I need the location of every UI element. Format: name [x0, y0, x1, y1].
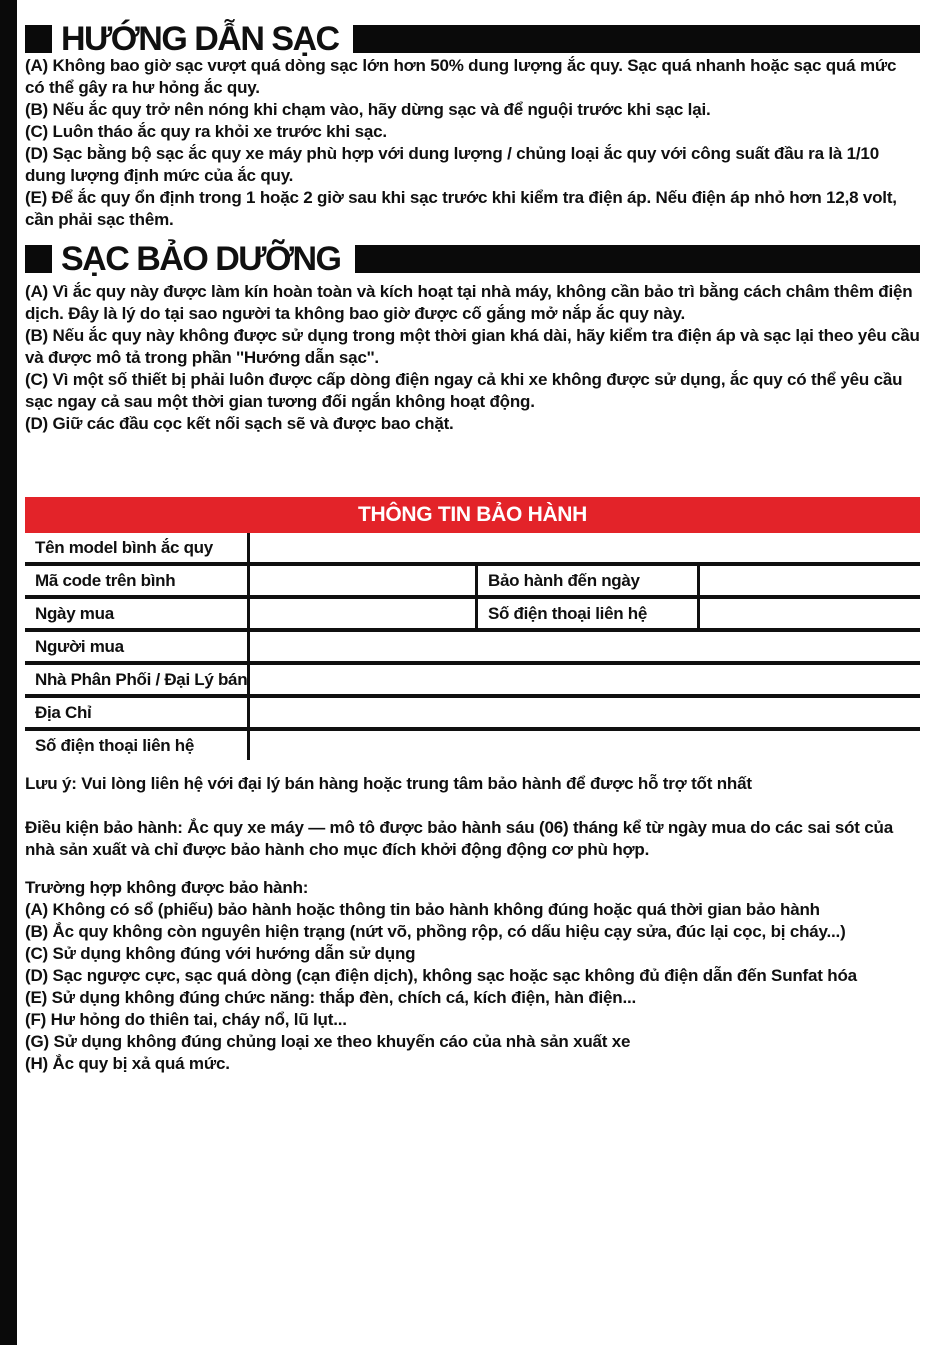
paragraph-b: (B) Nếu ắc quy này không được sử dụng trong một thời gian khá dài, hãy kiểm tra điện áp và sạc lại theo yêu cầu và được mô tả trong phần ''Hướng dẫn sạc''.	[25, 326, 920, 367]
exclusion-item-b: (B) Ắc quy không còn nguyên hiện trạng (nứt võ, phồng rộp, có dấu hiệu cạy sửa, đúc lại cọc, bị cháy...)	[25, 922, 846, 941]
paragraph-c: (C) Luôn tháo ắc quy ra khỏi xe trước khi sạc.	[25, 122, 387, 141]
paragraph-c: (C) Vì một số thiết bị phải luôn được cấp dòng điện ngay cả khi xe không được sử dụng, ắc quy có thể yêu cầu sạc ngay cả sau một thời gian tương đối ngắn không hoạt động.	[25, 370, 903, 411]
warranty-exclusions	[25, 877, 920, 1075]
row-label: Số điện thoại liên hệ	[25, 731, 250, 760]
exclusion-item-a: (A) Không có sổ (phiếu) bảo hành hoặc thông tin bảo hành không đúng hoặc quá thời gian bảo hành	[25, 900, 820, 919]
row-value-blank	[250, 533, 920, 562]
warranty-title: THÔNG TIN BẢO HÀNH	[357, 503, 588, 526]
table-row-model	[25, 533, 920, 566]
section-header-maintenance	[25, 240, 920, 278]
warranty-info-table	[25, 497, 920, 760]
header-square-marker	[25, 245, 52, 273]
paragraph-a: (A) Vì ắc quy này được làm kín hoàn toàn và kích hoạt tại nhà máy, không cần bảo trì bằng cách châm thêm điện dịch. Đây là lý do tại sao người ta không bao giờ được cố gắng mở nắp ắc quy này.	[25, 282, 913, 323]
row-label: Nhà Phân Phối / Đại Lý bán	[25, 665, 250, 694]
exclusion-item-c: (C) Sử dụng không đúng với hướng dẫn sử dụng	[25, 944, 416, 963]
paragraph-a: (A) Không bao giờ sạc vượt quá dòng sạc lớn hơn 50% dung lượng ắc quy. Sạc quá nhanh hoặc sạc quá mức có thể gây ra hư hỏng ắc quy.	[25, 56, 897, 97]
exclusion-item-e: (E) Sử dụng không đúng chức năng: thắp đèn, chích cá, kích điện, hàn điện...	[25, 988, 637, 1007]
table-row-purchase-date	[25, 599, 920, 632]
row-label: Người mua	[25, 632, 250, 661]
row-value-blank	[250, 599, 478, 628]
section-title-maintenance: SẠC BẢO DƯỠNG	[61, 240, 341, 278]
section-title-charging: HƯỚNG DẪN SẠC	[61, 20, 339, 58]
row-value-2-blank	[700, 566, 920, 595]
paragraph-d: (D) Giữ các đầu cọc kết nối sạch sẽ và được bao chặt.	[25, 414, 454, 433]
row-value-blank	[250, 698, 920, 727]
paragraph-d: (D) Sạc bằng bộ sạc ắc quy xe máy phù hợp với dung lượng / chủng loại ắc quy với công suất đầu ra là 1/10 dung lượng định mức của ắc quy.	[25, 144, 879, 185]
support-note	[25, 773, 920, 795]
exclusion-item-h: (H) Ắc quy bị xả quá mức.	[25, 1054, 230, 1073]
page-edge-strip	[0, 0, 17, 1345]
row-label-2: Bảo hành đến ngày	[478, 566, 700, 595]
row-value-blank	[250, 566, 478, 595]
exclusion-item-d: (D) Sạc ngược cực, sạc quá dòng (cạn điện dịch), không sạc hoặc sạc không đủ điện dẫn đến Sunfat hóa	[25, 966, 857, 985]
exclusion-item-f: (F) Hư hỏng do thiên tai, cháy nổ, lũ lụt...	[25, 1010, 347, 1029]
header-bar	[353, 25, 920, 53]
row-label: Địa Chỉ	[25, 698, 250, 727]
table-row-distributor	[25, 665, 920, 698]
page-content	[25, 0, 920, 1345]
row-label-2: Số điện thoại liên hệ	[478, 599, 700, 628]
warranty-conditions	[25, 817, 920, 861]
header-square-marker	[25, 25, 52, 53]
paragraph-e: (E) Để ắc quy ổn định trong 1 hoặc 2 giờ sau khi sạc trước khi kiểm tra điện áp. Nếu điện áp nhỏ hơn 12,8 volt, cần phải sạc thêm.	[25, 188, 897, 229]
row-value-blank	[250, 731, 920, 760]
exclusions-title: Trường hợp không được bảo hành:	[25, 878, 309, 897]
maintenance-charging-text	[25, 281, 920, 435]
conditions-text: Điều kiện bảo hành: Ắc quy xe máy — mô tô được bảo hành sáu (06) tháng kể từ ngày mua do các sai sót của nhà sản xuất và chỉ được bảo hành cho mục đích khởi động động cơ phù hợp.	[25, 818, 893, 859]
row-label: Tên model bình ắc quy	[25, 533, 250, 562]
row-value-2-blank	[700, 599, 920, 628]
row-label: Ngày mua	[25, 599, 250, 628]
table-row-address	[25, 698, 920, 731]
table-row-code	[25, 566, 920, 599]
row-value-blank	[250, 665, 920, 694]
warranty-title-bar	[25, 497, 920, 533]
charging-instructions-text	[25, 55, 920, 231]
paragraph-b: (B) Nếu ắc quy trở nên nóng khi chạm vào, hãy dừng sạc và để nguội trước khi sạc lại.	[25, 100, 711, 119]
section-header-charging	[25, 20, 920, 58]
exclusion-item-g: (G) Sử dụng không đúng chủng loại xe theo khuyến cáo của nhà sản xuất xe	[25, 1032, 631, 1051]
row-value-blank	[250, 632, 920, 661]
table-row-buyer	[25, 632, 920, 665]
header-bar	[355, 245, 921, 273]
note-text: Lưu ý: Vui lòng liên hệ với đại lý bán hàng hoặc trung tâm bảo hành để được hỗ trợ tốt nhất	[25, 774, 752, 793]
table-row-phone	[25, 731, 920, 760]
row-label: Mã code trên bình	[25, 566, 250, 595]
